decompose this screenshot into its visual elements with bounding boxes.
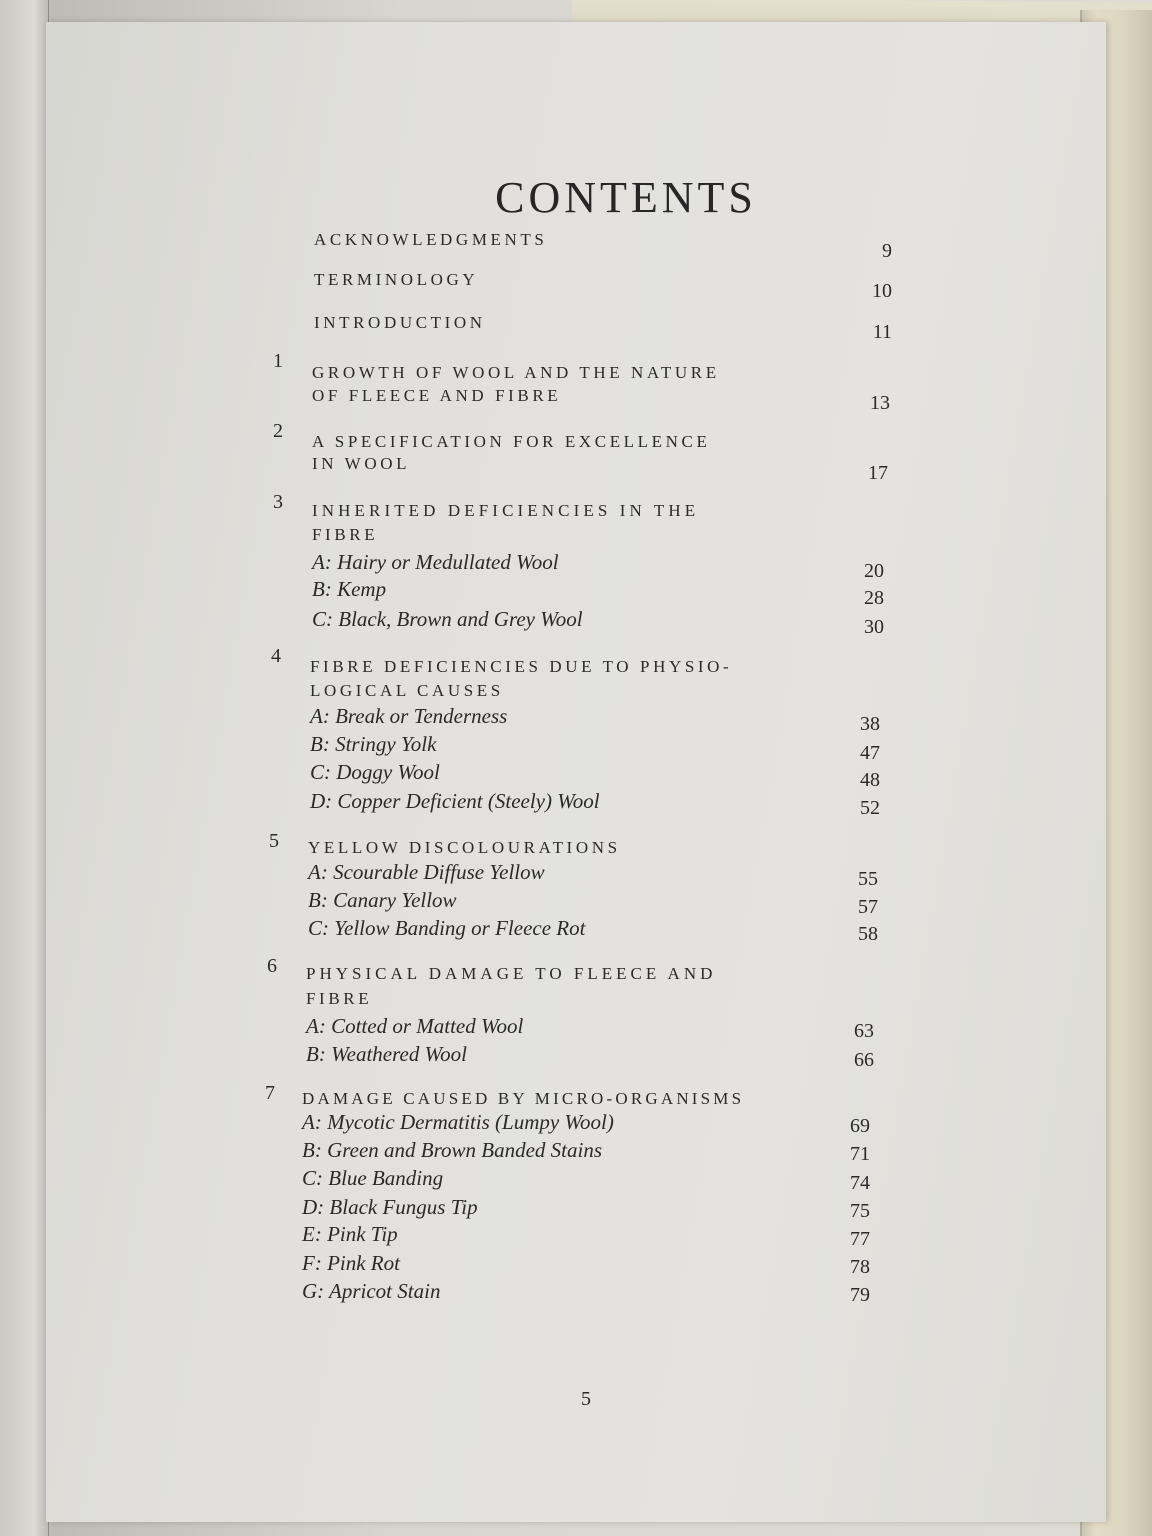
chapter-page: 17 xyxy=(868,462,888,484)
toc-subentry-page: 55 xyxy=(858,868,878,890)
chapter-page: 13 xyxy=(870,392,890,414)
toc-subentry-page: 48 xyxy=(860,769,880,791)
chapter-title-line: FIBRE DEFICIENCIES DUE TO PHYSIO- xyxy=(310,657,733,676)
toc-subentry: C: Black, Brown and Grey Wool xyxy=(312,607,583,631)
chapter-number: 7 xyxy=(265,1082,275,1104)
chapter-title-line: IN WOOL xyxy=(312,454,411,473)
chapter-title-line: FIBRE xyxy=(312,525,379,544)
toc-subentry-page: 71 xyxy=(850,1143,870,1165)
toc-subentry-page: 77 xyxy=(850,1228,870,1250)
toc-subentry: A: Cotted or Matted Wool xyxy=(306,1014,524,1038)
toc-subentry: F: Pink Rot xyxy=(302,1251,400,1275)
toc-subentry-page: 47 xyxy=(860,742,880,764)
chapter-title-line: DAMAGE CAUSED BY MICRO-ORGANISMS xyxy=(302,1089,745,1108)
chapter-number: 6 xyxy=(267,955,277,977)
chapter-number: 1 xyxy=(273,350,283,372)
toc-subentry-page: 79 xyxy=(850,1284,870,1306)
toc-subentry: C: Blue Banding xyxy=(302,1166,444,1190)
toc-subentry: C: Doggy Wool xyxy=(310,760,440,784)
toc-subentry-page: 38 xyxy=(860,713,880,735)
chapter-title-line: YELLOW DISCOLOURATIONS xyxy=(308,838,621,857)
left-page-flap xyxy=(0,0,49,1536)
toc-page-introduction: 11 xyxy=(872,321,892,343)
chapter-number: 4 xyxy=(271,645,281,667)
toc-subentry: G: Apricot Stain xyxy=(302,1279,441,1303)
chapter-title-line: INHERITED DEFICIENCIES IN THE xyxy=(312,501,700,520)
chapter-title-line: A SPECIFICATION FOR EXCELLENCE xyxy=(312,432,711,451)
toc-subentry-page: 52 xyxy=(860,797,880,819)
chapter-title-line: GROWTH OF WOOL AND THE NATURE xyxy=(312,363,720,382)
toc-subentry-page: 30 xyxy=(864,616,884,638)
toc-subentry-page: 58 xyxy=(858,923,878,945)
toc-subentry: B: Kemp xyxy=(312,577,387,601)
chapter-number: 5 xyxy=(269,830,279,852)
chapter-number: 2 xyxy=(273,420,283,442)
toc-subentry: B: Weathered Wool xyxy=(306,1042,467,1066)
chapter-title-line: FIBRE xyxy=(306,989,373,1008)
chapter-title-line: OF FLEECE AND FIBRE xyxy=(312,386,562,405)
toc-subentry: A: Mycotic Dermatitis (Lumpy Wool) xyxy=(302,1110,614,1134)
toc-subentry-page: 66 xyxy=(854,1049,874,1071)
toc-subentry-page: 28 xyxy=(864,587,884,609)
contents-page xyxy=(46,22,1106,1522)
toc-subentry: A: Break or Tenderness xyxy=(310,704,508,728)
toc-entry-terminology: TERMINOLOGY xyxy=(314,270,479,289)
toc-subentry-page: 74 xyxy=(850,1172,870,1194)
toc-subentry: B: Stringy Yolk xyxy=(310,732,437,756)
toc-subentry: A: Scourable Diffuse Yellow xyxy=(308,860,545,884)
toc-entry-acknowledgments: ACKNOWLEDGMENTS xyxy=(314,230,548,249)
toc-subentry-page: 78 xyxy=(850,1256,870,1278)
chapter-title-line: PHYSICAL DAMAGE TO FLEECE AND xyxy=(306,964,717,983)
page-title: CONTENTS xyxy=(495,173,757,222)
toc-subentry: C: Yellow Banding or Fleece Rot xyxy=(308,916,586,940)
toc-subentry: A: Hairy or Medullated Wool xyxy=(312,550,559,574)
page-number: 5 xyxy=(581,1388,591,1410)
toc-subentry-page: 69 xyxy=(850,1115,870,1137)
toc-subentry: B: Green and Brown Banded Stains xyxy=(302,1138,602,1162)
toc-subentry: B: Canary Yellow xyxy=(308,888,457,912)
toc-page-acknowledgments: 9 xyxy=(882,240,892,262)
toc-subentry: E: Pink Tip xyxy=(302,1222,398,1246)
toc-subentry: D: Black Fungus Tip xyxy=(302,1195,478,1219)
toc-page-terminology: 10 xyxy=(872,280,892,302)
toc-subentry-page: 75 xyxy=(850,1200,870,1222)
chapter-number: 3 xyxy=(273,491,283,513)
toc-subentry: D: Copper Deficient (Steely) Wool xyxy=(310,789,600,813)
chapter-title-line: LOGICAL CAUSES xyxy=(310,681,504,700)
toc-subentry-page: 57 xyxy=(858,896,878,918)
toc-entry-introduction: INTRODUCTION xyxy=(314,313,486,332)
toc-subentry-page: 20 xyxy=(864,560,884,582)
toc-subentry-page: 63 xyxy=(854,1020,874,1042)
